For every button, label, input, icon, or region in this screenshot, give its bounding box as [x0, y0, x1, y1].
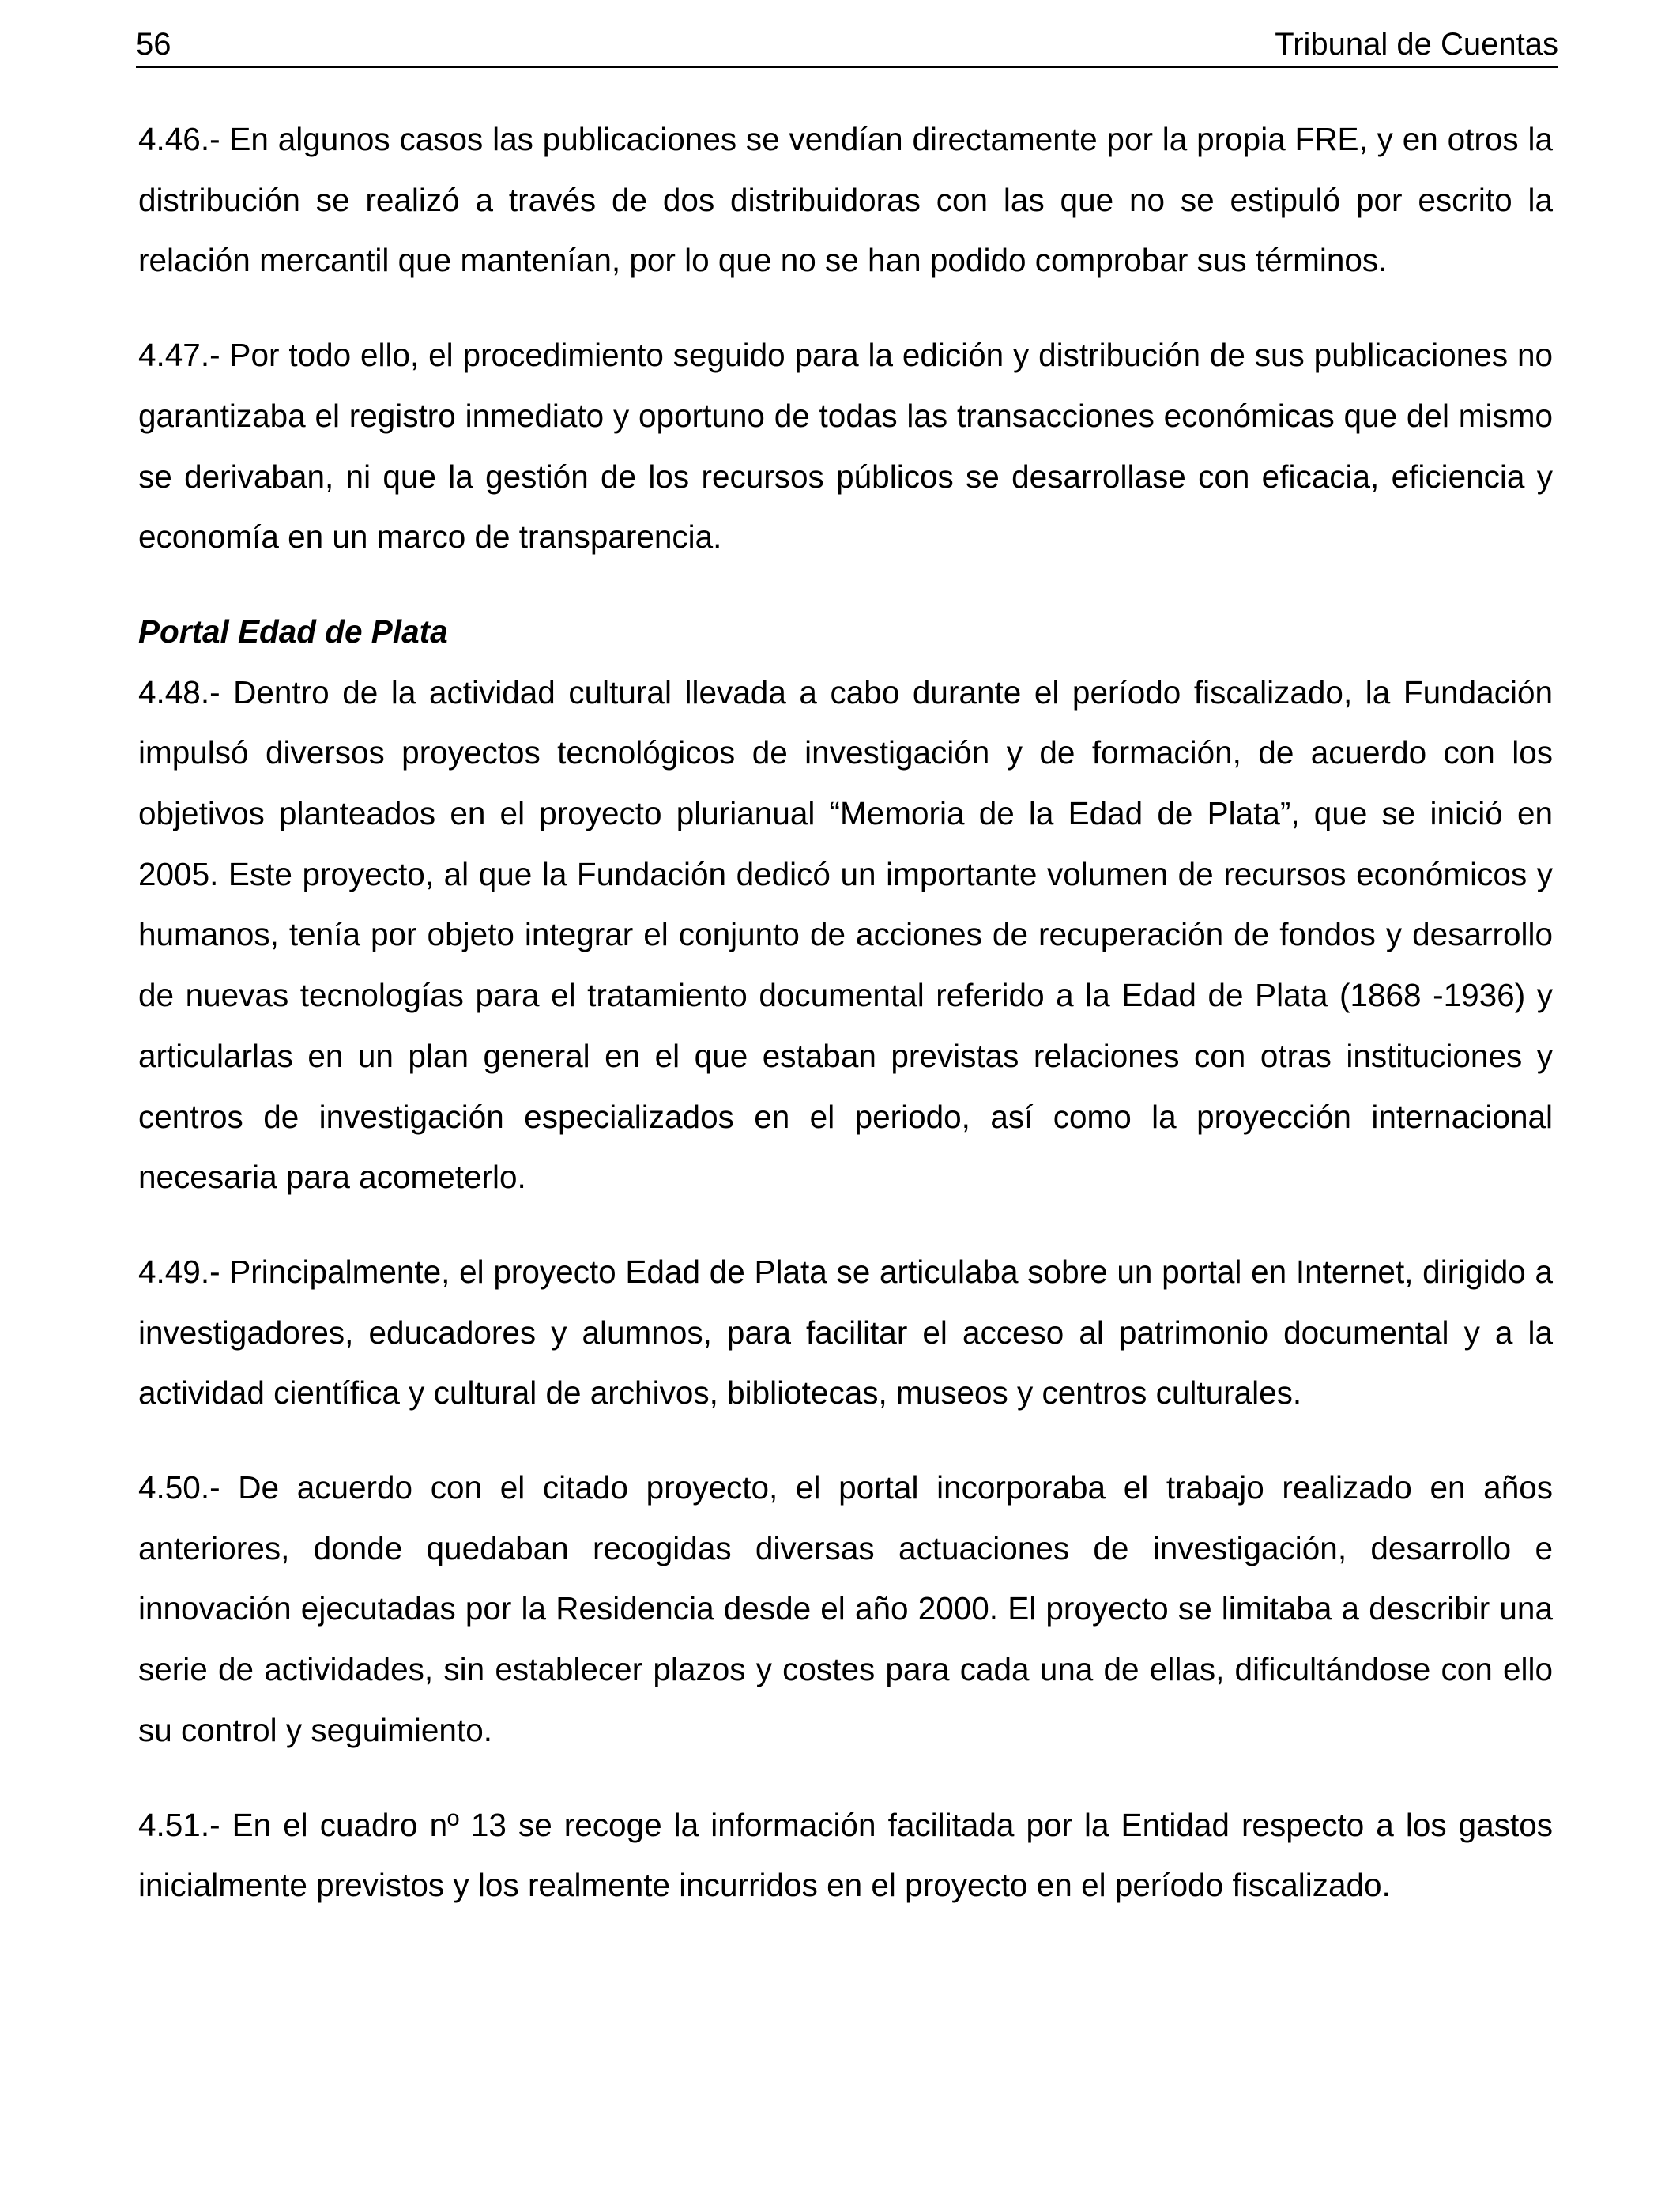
paragraph-spacer: [138, 291, 1553, 325]
paragraph-4-48: 4.48.- Dentro de la actividad cultural llevada a cabo durante el período fiscalizado, la Fundación impulsó diversos proyectos tecnológicos de investigación y de formación, de acuerdo con los objetivos planteados en el proyecto plurianual “Memoria de la Edad de Plata”, que se inició en 2005. Este proyecto, al que la Fundación dedicó un importante volumen de recursos económicos y humanos, tenía por objeto integrar el conjunto de acciones de recuperación de fondos y desarrollo de nuevas tecnologías para el tratamiento documental referido a la Edad de Plata (1868 -1936) y articularlas en un plan general en el que estaban previstas relaciones con otras instituciones y centros de investigación especializados en el periodo, así como la proyección internacional necesaria para acometerlo.: [138, 673, 1553, 1196]
section-heading: Portal Edad de Plata: [138, 613, 448, 650]
paragraph-4-46: 4.46.- En algunos casos las publicaciones se vendían directamente por la propia FRE, y en otros la distribución se realizó a través de dos distribuidoras con las que no se estipuló por escrito la relación mercantil que mantenían, por lo que no se han podido comprobar sus términos.: [138, 121, 1553, 279]
header-title: Tribunal de Cuentas: [1275, 27, 1558, 62]
paragraph-spacer: [138, 1423, 1553, 1457]
page-number: 56: [136, 27, 171, 62]
document-body: [138, 109, 1553, 1916]
paragraph-spacer: [138, 567, 1553, 601]
paragraph-4-47: 4.47.- Por todo ello, el procedimiento seguido para la edición y distribución de sus publicaciones no garantizaba el registro inmediato y oportuno de todas las transacciones económicas que del mismo se derivaban, ni que la gestión de los recursos públicos se desarrollase con eficacia, eficiencia y economía en un marco de transparencia.: [138, 337, 1553, 556]
page-header: [136, 24, 1558, 68]
paragraph-spacer: [138, 1761, 1553, 1795]
paragraph-spacer: [138, 1208, 1553, 1242]
paragraph-4-49: 4.49.- Principalmente, el proyecto Edad de Plata se articulaba sobre un portal en Internet, dirigido a investigadores, educadores y alumnos, para facilitar el acceso al patrimonio documental y a la actividad científica y cultural de archivos, bibliotecas, museos y centros culturales.: [138, 1253, 1553, 1412]
paragraph-4-51: 4.51.- En el cuadro nº 13 se recoge la información facilitada por la Entidad respecto a los gastos inicialmente previstos y los realmente incurridos en el proyecto en el período fiscalizado.: [138, 1806, 1553, 1904]
paragraph-4-50: 4.50.- De acuerdo con el citado proyecto, el portal incorporaba el trabajo realizado en años anteriores, donde quedaban recogidas diversas actuaciones de investigación, desarrollo e innovación ejecutadas por la Residencia desde el año 2000. El proyecto se limitaba a describir una serie de actividades, sin establecer plazos y costes para cada una de ellas, dificultándose con ello su control y seguimiento.: [138, 1469, 1553, 1748]
